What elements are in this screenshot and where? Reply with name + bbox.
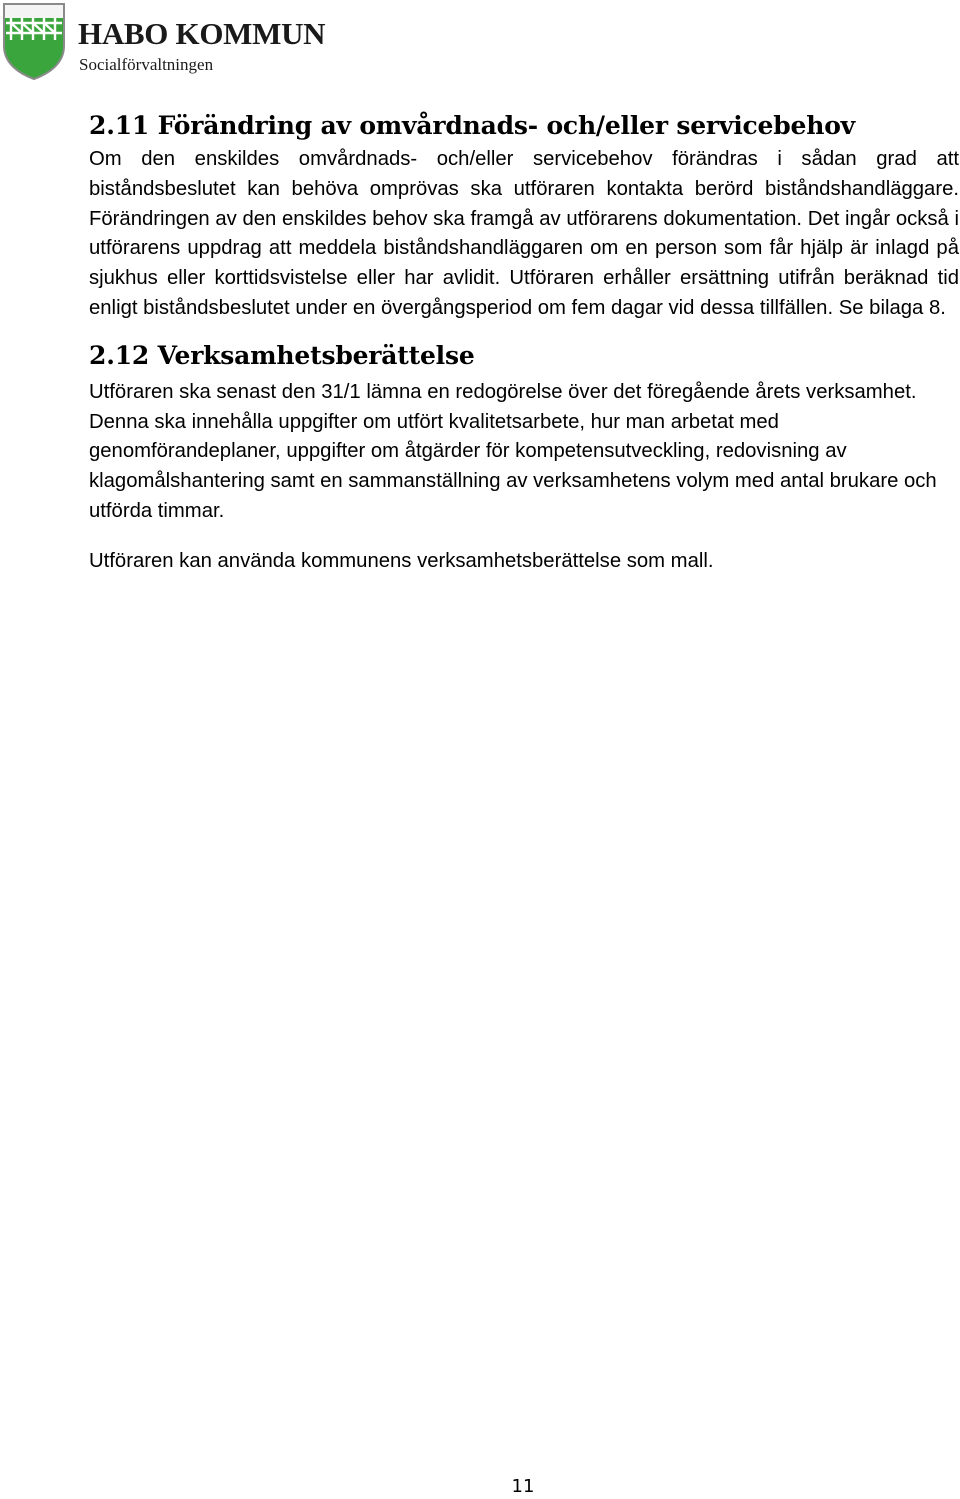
department-name: Socialförvaltningen <box>79 55 214 74</box>
section-2-12-paragraph-2: Utföraren kan använda kommunens verksamhetsberättelse som mall. <box>89 549 714 572</box>
page-header <box>0 0 400 80</box>
page-number: 11 <box>511 1476 535 1497</box>
municipal-shield-icon <box>2 2 66 80</box>
organization-name: HABO KOMMUN <box>78 16 326 51</box>
section-2-12-title: 2.12 Verksamhetsberättelse <box>89 340 475 370</box>
document-body <box>89 108 959 577</box>
section-2-12-paragraph-1: Utföraren ska senast den 31/1 lämna en redogörelse över det föregående årets verksamhet. Denna ska innehålla uppgifter om utfört kvalitetsarbete, hur man arbetat med genomförandeplaner, uppgifter om åtgärder för kompetensutveckling, redovisning av klagomålshantering samt en sammanställning av verksamhetens volym med antal brukare och utförda timmar. <box>89 380 937 522</box>
section-2-11-paragraph: Om den enskildes omvårdnads- och/eller servicebehov förändras i sådan grad att biståndsbeslutet kan behöva omprövas ska utföraren kontakta berörd biståndshandläggare. Förändringen av den enskildes behov ska framgå av utförarens dokumentation. Det ingår också i utförarens uppdrag att meddela biståndshandläggaren om en person som får hjälp är inlagd på sjukhus eller korttidsvistelse eller har avlidit. Utföraren erhåller ersättning utifrån beräknad tid enligt biståndsbeslutet under en övergångsperiod om fem dagar vid dessa tillfällen. Se bilaga 8. <box>89 148 959 319</box>
section-2-11-title: 2.11 Förändring av omvårdnads- och/eller servicebehov <box>89 111 855 140</box>
